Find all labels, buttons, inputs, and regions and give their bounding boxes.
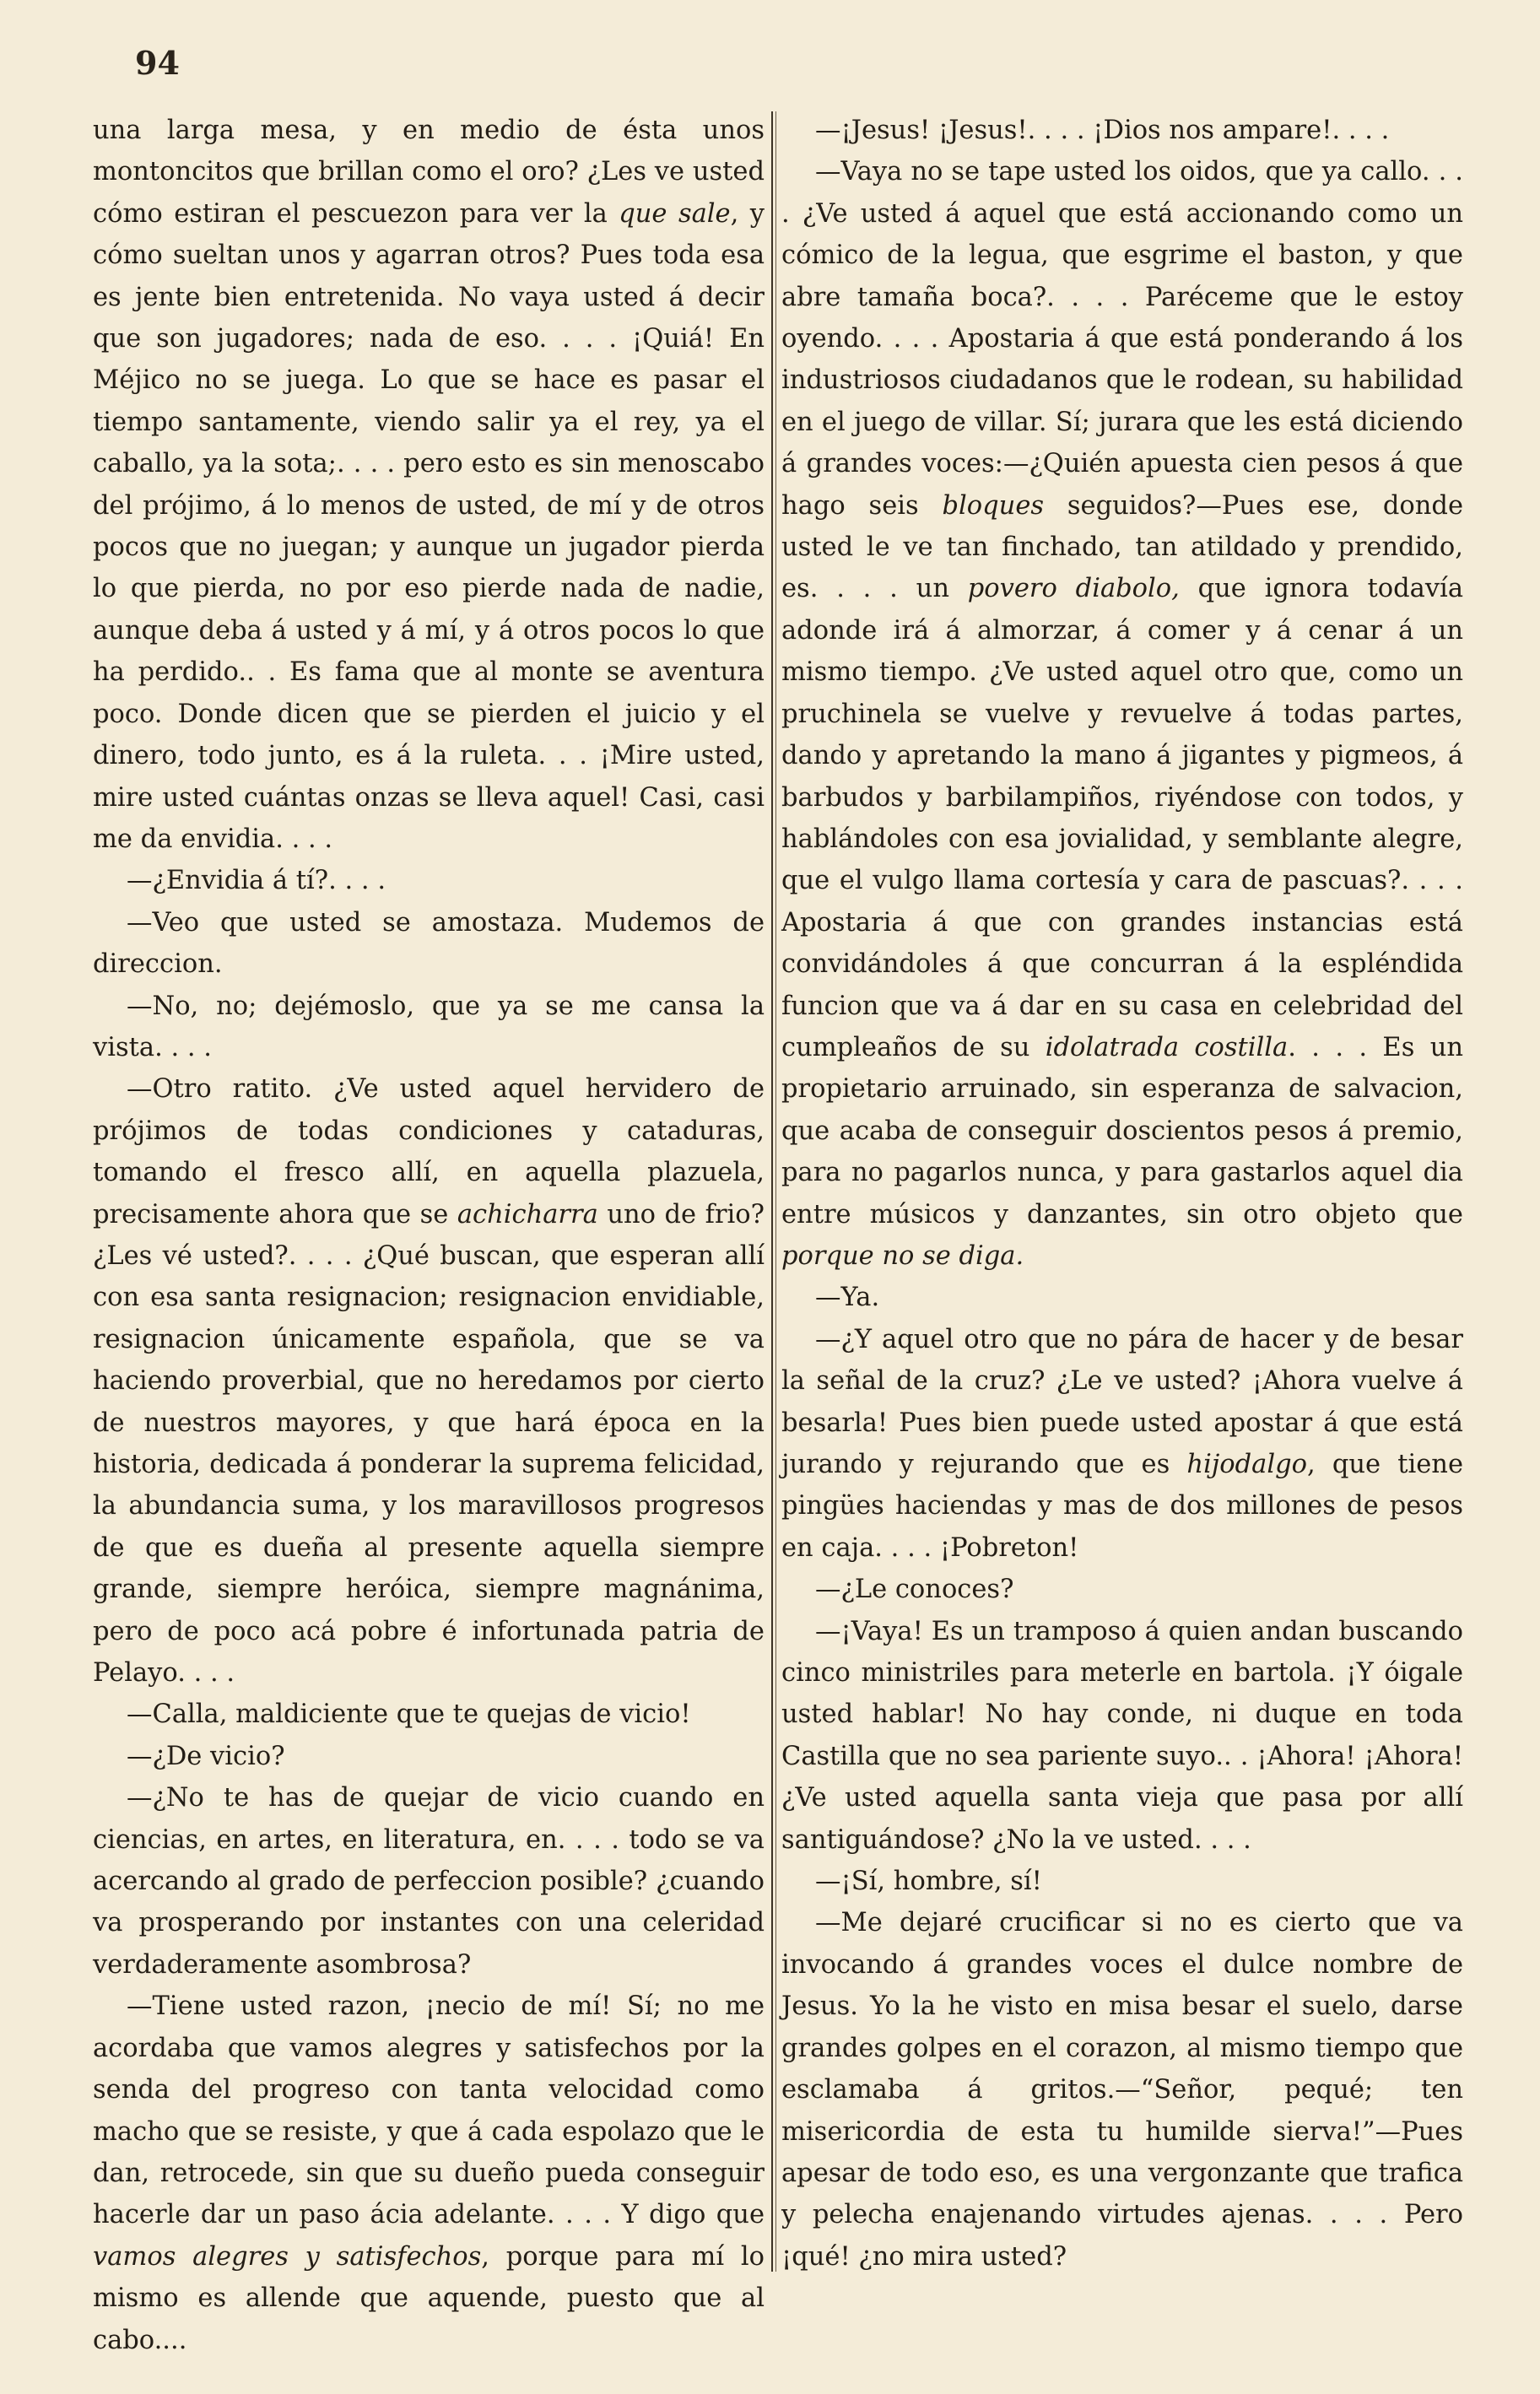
text-run: —Vaya no se tape usted los oidos, que ya callo. . . . ¿Ve usted á aquel que está accionando como un cómico de la legua, que esgrime el baston, y que abre tamaña boca?. . . . Paréceme que le estoy oyendo. . . . Apostaria á que está ponderando á los industriosos ciudadanos que le rodean, su habilidad en el juego de villar. Sí; jurara que les está diciendo á grandes voces:—¿Quién apuesta cien pesos á que hago seis — [781, 157, 1463, 521]
italic-text: achicharra — [457, 1199, 598, 1229]
text-run: —¡Vaya! Es un tramposo á quien andan buscando cinco ministriles para meterle en bartola. ¡Y óigale usted hablar! No hay conde, ni duque en toda Castilla que no sea pariente suyo.. . ¡Ahora! ¡Ahora! ¿Ve usted aquella santa vieja que pasa por allí santiguándose? ¿No la ve usted. . . . — [781, 1616, 1463, 1855]
left-column — [93, 110, 765, 2355]
italic-text: povero diabolo, — [967, 574, 1180, 604]
text-run: —¡Sí, hombre, sí! — [815, 1867, 1042, 1897]
text-run: —¿Y aquel otro que no pára de hacer y de besar la señal de la cruz? ¿Le ve usted? ¡Ahora vuelve á besarla! Pues bien puede usted apostar á que está jurando y rejurando que es — [781, 1324, 1463, 1479]
text-run: —Tiene usted razon, ¡necio de mí! Sí; no me acordaba que vamos alegres y satisfechos por la senda del progreso con tanta velocidad como macho que se resiste, y que á cada espolazo que le dan, retrocede, sin que su dueño pueda conseguir hacerle dar un paso ácia adelante. . . . Y digo que — [93, 1991, 765, 2230]
paragraph — [781, 1611, 1463, 1861]
italic-text: bloques — [942, 490, 1045, 521]
text-run: , que tiene pingües haciendas y mas de dos millones de pesos en caja. . . . ¡Pobreton! — [781, 1450, 1464, 1563]
text-run: —Calla, maldiciente que te quejas de vicio! — [127, 1700, 691, 1730]
paragraph — [93, 1694, 765, 1735]
page-number: 94 — [135, 44, 180, 82]
paragraph — [781, 1277, 1463, 1318]
text-run: una larga mesa, y en medio de ésta unos montoncitos que brillan como el oro? ¿Les ve usted cómo estiran el pescuezon para ver la — [93, 116, 765, 229]
italic-text: idolatrada costilla — [1045, 1032, 1289, 1062]
text-run: , y cómo sueltan unos y agarran otros? Pues toda esa es jente bien entretenida. No vaya usted á decir que son jugadores; nada de eso. . . . ¡Quiá! En Méjico no se juega. Lo que se hace es pasar el tiempo santamente, viendo salir ya el rey, ya el caballo, ya la sota;. . . . pero esto es sin menoscabo del prójimo, á lo menos de usted, de mí y de otros pocos que no juegan; y aunque un jugador pierda lo que pierda, no por eso pierde nada de nadie, aunque deba á usted y á mí, y á otros pocos lo que ha perdido.. . Es fama que al monte se aventura poco. Donde dicen que se pierden el juicio y el dinero, todo junto, es á la ruleta. . . ¡Mire usted, mire usted cuántas onzas se lleva aquel! Casi, casi me da envidia. . . . — [93, 198, 765, 854]
paragraph — [93, 1736, 765, 1777]
paragraph — [781, 1861, 1463, 1902]
column-divider — [771, 111, 773, 2272]
paragraph — [93, 986, 765, 1069]
text-run: . . . . Es un propietario arruinado, sin esperanza de salvacion, que acaba de conseguir doscientos pesos á premio, para no pagarlos nunca, y para gastarlos aquel dia entre músicos y danzantes, sin otro objeto que — [781, 1032, 1463, 1229]
text-run: , porque para mí lo mismo es allende que aquende, puesto que al cabo.... — [93, 2241, 765, 2355]
paragraph — [781, 1569, 1463, 1610]
text-run: —¿De vicio? — [127, 1741, 285, 1771]
paragraph — [781, 151, 1463, 1277]
text-run: que ignora todavía adonde irá á almorzar, á comer y á cenar á un mismo tiempo. ¿Ve usted aquel otro que, como un pruchinela se vuelve y revuelve á todas partes, dando y apretando la mano á jigantes y pigmeos, á barbudos y barbilampiños, riyéndose con todos, y hablándoles con esa jovialidad, y semblante alegre, que el vulgo llama cortesía y cara de pascuas?. . . . Apostaria á que con grandes instancias está convidándoles á que concurran á la espléndida funcion que va á dar en su casa en celebridad del cumpleaños de su — [781, 574, 1463, 1062]
right-column — [781, 110, 1463, 2312]
paragraph — [781, 1319, 1463, 1569]
paragraph — [93, 860, 765, 901]
paragraph — [93, 110, 765, 860]
text-run: uno de frio? ¿Les vé usted?. . . . ¿Qué buscan, que esperan allí con esa santa resignacion; resignacion envidiable, resignacion únicamente española, que se va haciendo proverbial, que no heredamos por cierto de nuestros mayores, y que hará época en la historia, dedicada á ponderar la suprema felicidad, la abundancia suma, y los maravillosos progresos de que es dueña al presente aquella siempre grande, siempre heróica, siempre magnánima, pero de poco acá pobre é infortunada patria de Pelayo. . . . — [93, 1199, 765, 1689]
text-run: —Ya. — [815, 1283, 880, 1313]
paragraph — [93, 902, 765, 986]
text-run: —¡Jesus! ¡Jesus!. . . . ¡Dios nos ampare!. . . . — [815, 116, 1390, 145]
italic-text: porque no se diga. — [781, 1240, 1024, 1271]
italic-text: que sale — [619, 198, 731, 229]
text-run: —Veo que usted se amostaza. Mudemos de direccion. — [93, 907, 765, 980]
paragraph — [93, 1986, 765, 2361]
italic-text: vamos alegres y satisfechos — [93, 2241, 482, 2272]
paragraph — [781, 110, 1463, 151]
paragraph — [93, 1068, 765, 1694]
column-divider-inner — [775, 111, 776, 2272]
text-run: —¿Le conoces? — [815, 1575, 1014, 1605]
text-run: —Otro ratito. ¿Ve usted aquel hervidero de prójimos de todas condiciones y cataduras, tomando el fresco allí, en aquella plazuela, precisamente ahora que se — [93, 1074, 765, 1229]
paragraph — [93, 1777, 765, 1986]
paragraph — [781, 1902, 1463, 2278]
text-run: seguidos?—Pues ese, donde usted le ve tan finchado, tan atildado y prendido, es. . . . un — [781, 490, 1463, 604]
text-run: —¿No te has de quejar de vicio cuando en ciencias, en artes, en literatura, en. . . . todo se va acercando al grado de perfeccion posible? ¿cuando va prosperando por instantes con una celeridad verdaderamente asombrosa? — [93, 1783, 765, 1980]
text-run: —Me dejaré crucificar si no es cierto que va invocando á grandes voces el dulce nombre de Jesus. Yo la he visto en misa besar el suelo, darse grandes golpes en el corazon, al mismo tiempo que esclamaba á gritos.—“Señor, pequé; ten misericordia de esta tu humilde sierva!”—Pues apesar de todo eso, es una vergonzante que trafica y pelecha enajenando virtudes ajenas. . . . Pero ¡qué! ¿no mira usted? — [781, 1908, 1463, 2272]
italic-text: hijodalgo — [1186, 1450, 1307, 1479]
text-run: —No, no; dejémoslo, que ya se me cansa la vista. . . . — [93, 991, 765, 1062]
text-run: —¿Envidia á tí?. . . . — [127, 866, 386, 896]
